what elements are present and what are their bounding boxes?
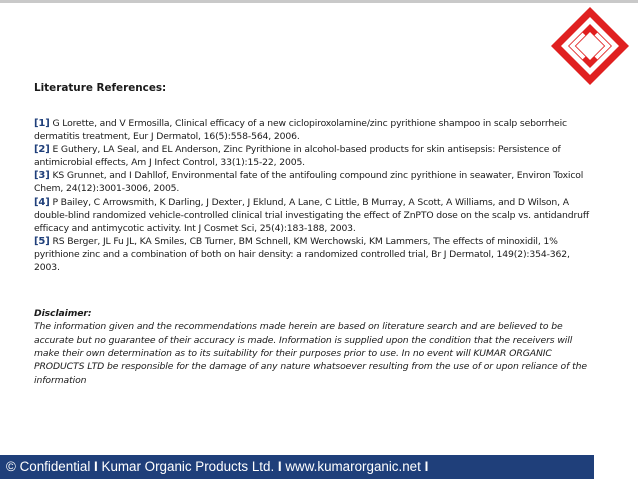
reference-item (34, 143, 594, 169)
reference-text: KS Grunnet, and I Dahllof, Environmental fate of the antifouling compound zinc pyrithione in seawater, Environ Toxicol Chem, 24(12):3001-3006, 2005. (34, 170, 584, 195)
reference-number: [4] (34, 196, 50, 208)
footer-company: Kumar Organic Products Ltd. (101, 459, 275, 474)
reference-number: [2] (34, 144, 50, 156)
page-title: Literature References: (34, 82, 167, 94)
reference-text: E Guthery, LA Seal, and EL Anderson, Zinc Pyrithione in alcohol-based products for skin antisepsis: Persistence of antimicrobial effects, Am J Infect Control, 33(1):15-22, 2005. (34, 144, 561, 169)
footer-separator: I (94, 459, 98, 474)
disclaimer-block (34, 307, 594, 387)
reference-number: [5] (34, 235, 50, 247)
reference-text: RS Berger, JL Fu JL, KA Smiles, CB Turner, BM Schnell, KM Werchowski, KM Lammers, The effects of minoxidil, 1% pyrithione zinc and a combination of both on hair density: a randomized controlled trial, Br J Dermatol, 149(2):354-362, 2003. (34, 235, 570, 274)
footer-separator: I (277, 459, 282, 474)
reference-item (34, 196, 594, 235)
kumar-organic-logo-icon (548, 4, 632, 88)
footer-copyright: © Confidential (6, 459, 91, 474)
reference-item (34, 169, 594, 195)
disclaimer-text: The information given and the recommendations made herein are based on literature search and are believed to be accurate but no guarantee of their accuracy is made. Information is supplied upon the condition that the receivers will make their own determination as to its suitability for their purposes prior to use. In no event will KUMAR ORGANIC PRODUCTS LTD be responsible for the damage of any nature whatsoever resulting from the use of or upon reliance of the information (34, 321, 587, 386)
reference-item (34, 117, 594, 143)
disclaimer-title: Disclaimer: (34, 308, 92, 320)
footer-separator: I (424, 459, 429, 474)
reference-text: G Lorette, and V Ermosilla, Clinical efficacy of a new ciclopiroxolamine/zinc pyrithione shampoo in scalp seborrheic dermatitis treatment, Eur J Dermatol, 16(5):558-564, 2006. (34, 118, 567, 143)
reference-text: P Bailey, C Arrowsmith, K Darling, J Dexter, J Eklund, A Lane, C Little, B Murray, A Scott, A Williams, and D Wilson, A double-blind randomized vehicle-controlled clinical trial investigating the effect of ZnPTO dose on the scalp vs. antidandruff efficacy and antimycotic activity. Int J Cosmet Sci, 25(4):183-188, 2003. (34, 196, 590, 234)
main-content (34, 81, 594, 387)
footer-bar (0, 455, 594, 479)
footer-website-link[interactable]: www.kumarorganic.net (285, 459, 421, 474)
reference-number: [1] (34, 118, 50, 129)
references-list (34, 117, 594, 274)
reference-number: [3] (34, 170, 50, 182)
top-divider (0, 0, 638, 3)
reference-item (34, 235, 594, 274)
